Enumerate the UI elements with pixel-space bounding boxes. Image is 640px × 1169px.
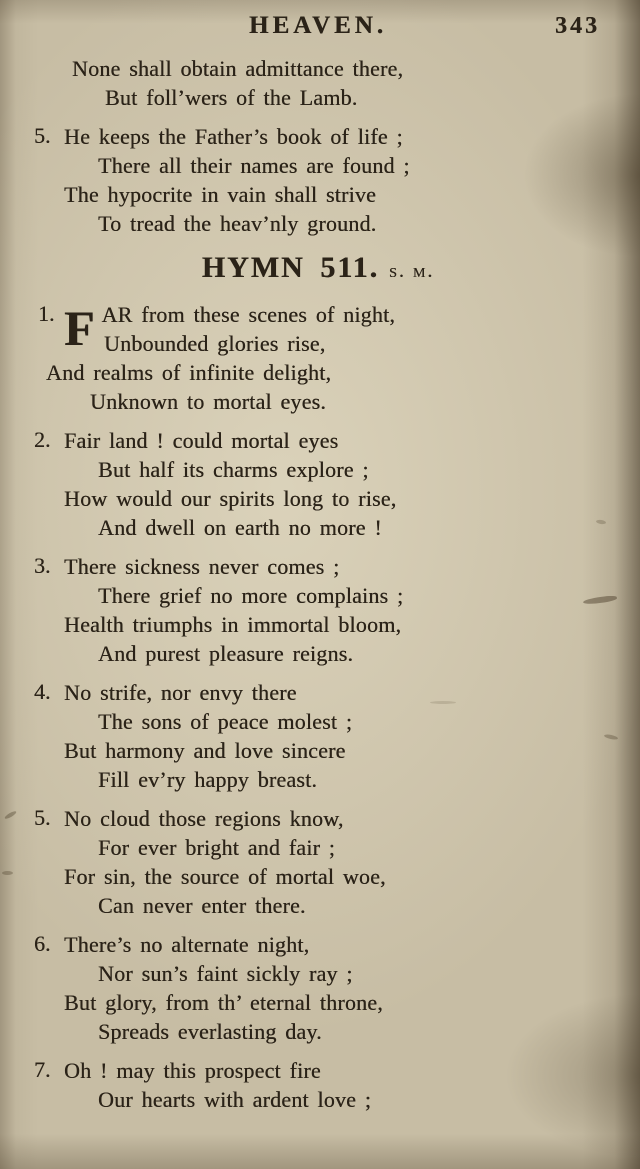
stanza-2 — [34, 426, 602, 542]
verse-line: Oh ! may this prospect fire — [64, 1058, 321, 1083]
verse-line: And purest pleasure reigns. — [98, 641, 354, 666]
hymn-number-title: HYMN 511. — [201, 251, 380, 284]
verse-line: No strife, nor envy there — [64, 680, 297, 705]
verse-line: But foll’wers of the Lamb. — [105, 85, 358, 110]
verse-line: Our hearts with ardent love ; — [98, 1087, 372, 1112]
verse-line: For ever bright and fair ; — [98, 835, 336, 860]
stanza-number: 1. — [38, 301, 55, 326]
ink-smudge — [604, 734, 619, 741]
verse-line: AR from these scenes of night, — [101, 302, 396, 327]
verse-line: No cloud those regions know, — [64, 806, 344, 831]
verse-line: And dwell on earth no more ! — [98, 515, 382, 540]
section-title: HEAVEN. — [249, 12, 387, 39]
verse-line: For sin, the source of mortal woe, — [64, 864, 386, 889]
verse-line: The sons of peace molest ; — [98, 709, 353, 734]
verse-line: Health triumphs in immortal bloom, — [64, 612, 402, 637]
hymn-heading — [34, 248, 602, 288]
stanza-number: 2. — [34, 427, 51, 452]
verse-line: How would our spirits long to rise, — [64, 486, 397, 511]
verse-line: There all their names are found ; — [98, 153, 410, 178]
verse-line: Spreads everlasting day. — [98, 1019, 322, 1044]
verse-line: To tread the heav’nly ground. — [98, 211, 377, 236]
stanza-number: 7. — [34, 1057, 51, 1082]
running-header — [34, 10, 602, 50]
verse-line: Fair land ! could mortal eyes — [64, 428, 339, 453]
verse-line: He keeps the Father’s book of life ; — [64, 124, 403, 149]
stanza-5-previous-hymn — [34, 122, 602, 238]
verse-line: But harmony and love sincere — [64, 738, 346, 763]
drop-cap-letter: F — [64, 300, 95, 356]
stanza-4 — [34, 678, 602, 794]
verse-line: Nor sun’s faint sickly ray ; — [98, 961, 353, 986]
verse-line: And realms of infinite delight, — [46, 360, 332, 385]
verse-line: Unknown to mortal eyes. — [90, 389, 327, 414]
stanza-number: 5. — [34, 123, 51, 148]
verse-line: There sickness never comes ; — [64, 554, 340, 579]
ink-smudge — [2, 871, 13, 875]
stanza-1 — [34, 300, 602, 416]
stanza-6 — [34, 930, 602, 1046]
stanza-5 — [34, 804, 602, 920]
verse-line: There’s no alternate night, — [64, 932, 310, 957]
verse-line: None shall obtain admittance there, — [72, 56, 404, 81]
verse-line: Can never enter there. — [98, 893, 306, 918]
stanza-7 — [34, 1056, 602, 1114]
page-number: 343 — [555, 13, 600, 39]
verse-line: The hypocrite in vain shall strive — [64, 182, 377, 207]
hymn-meter: s. m. — [389, 260, 435, 282]
stanza-number: 3. — [34, 553, 51, 578]
verse-line: Fill ev’ry happy breast. — [98, 767, 318, 792]
verse-line: There grief no more complains ; — [98, 583, 404, 608]
verse-line: Unbounded glories rise, — [104, 331, 326, 356]
ink-smudge — [4, 810, 17, 820]
stanza-number: 6. — [34, 931, 51, 956]
partial-stanza-previous-hymn — [34, 54, 602, 112]
verse-line: But glory, from th’ eternal throne, — [64, 990, 383, 1015]
stanza-number: 5. — [34, 805, 51, 830]
stanza-3 — [34, 552, 602, 668]
stanza-number: 4. — [34, 679, 51, 704]
verse-line: But half its charms explore ; — [98, 457, 369, 482]
